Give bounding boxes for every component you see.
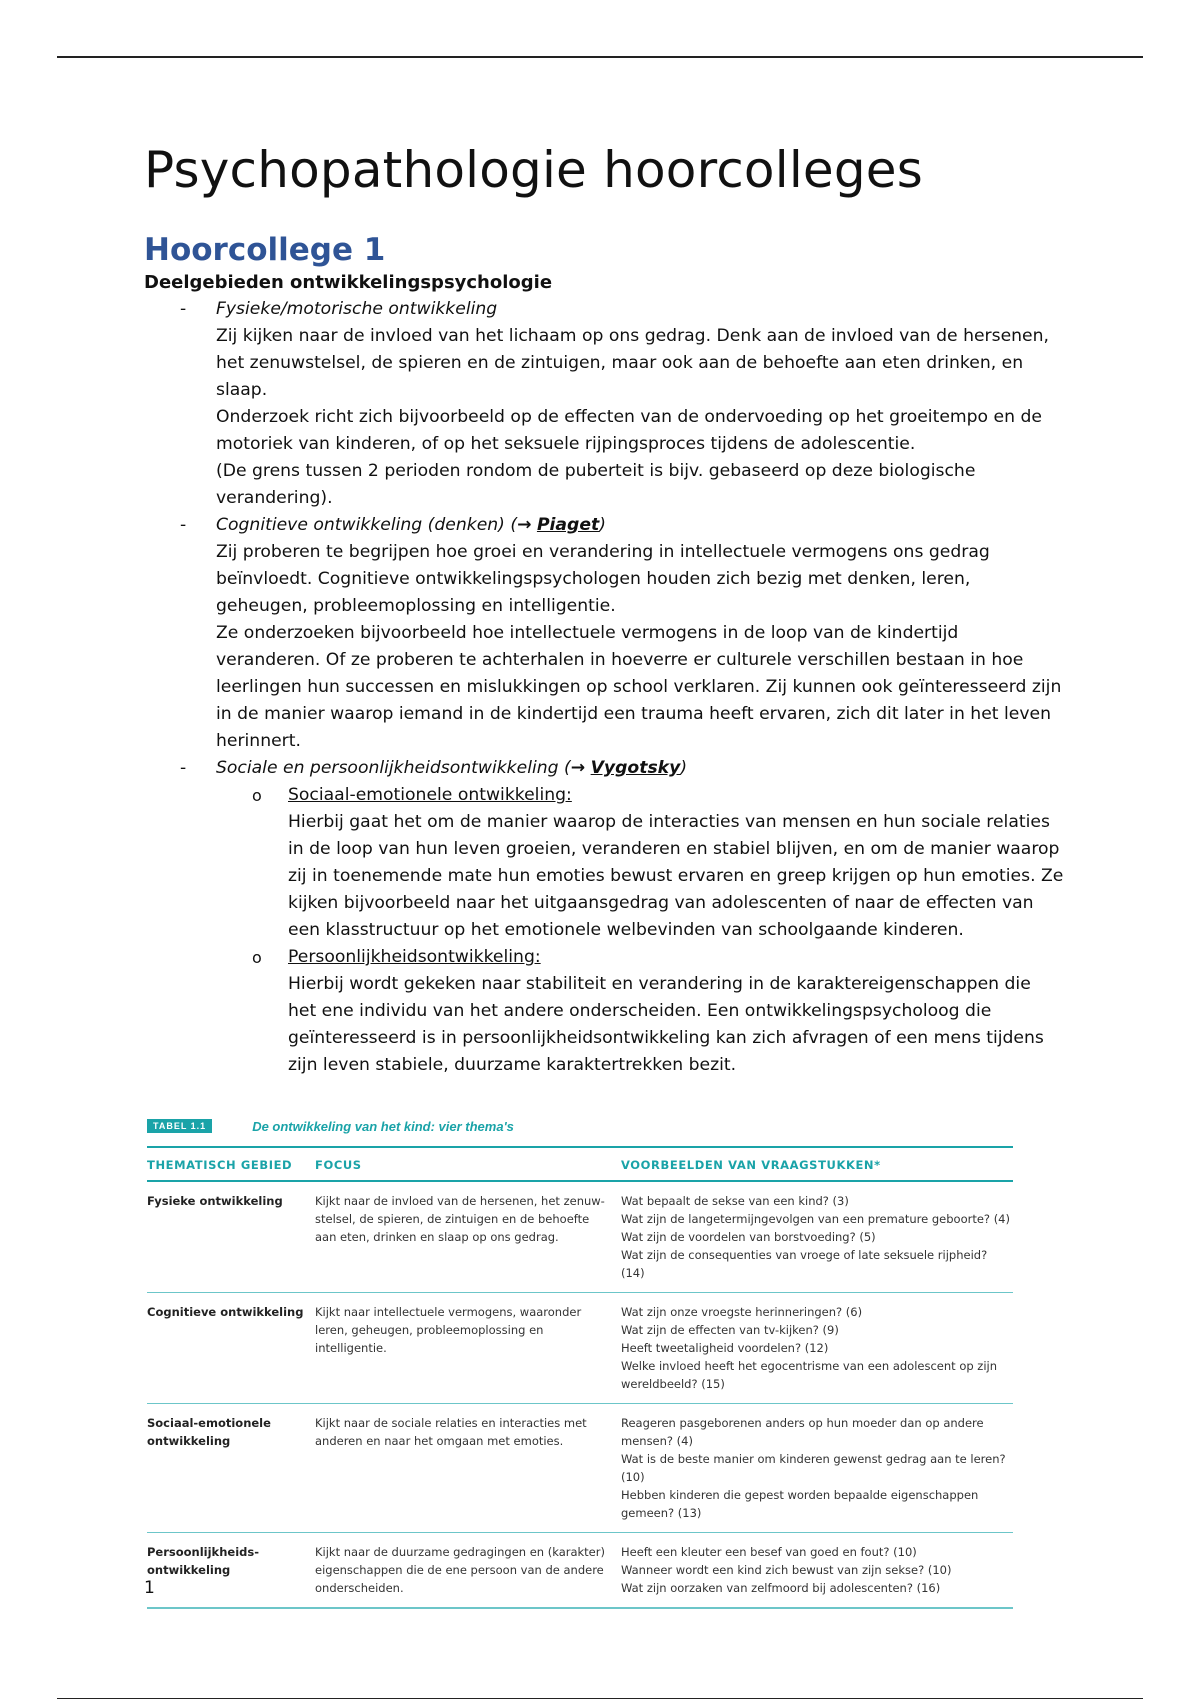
table-header-row: [147, 1148, 1013, 1181]
page-number: 1: [144, 1578, 155, 1598]
themes-table: [147, 1148, 1013, 1609]
cell-area: Fysieke ontwikkeling: [147, 1181, 315, 1293]
example-line: Heeft een kleuter een besef van goed en fout? (10): [621, 1545, 917, 1559]
reference-piaget: Piaget: [536, 515, 600, 535]
arrow-right-icon: →: [570, 758, 586, 778]
heading-hoorcollege-1: Hoorcollege 1: [144, 232, 386, 268]
sub-item-sociaal-emotioneel: [216, 782, 1064, 944]
cell-examples: [621, 1181, 1013, 1293]
section-head: [216, 512, 1064, 539]
dash-bullet: -: [180, 299, 187, 319]
cell-area: Persoonlijkheids-ontwikkeling: [147, 1533, 315, 1609]
example-line: Wat is de beste manier om kinderen gewenst gedrag aan te leren? (10): [621, 1452, 1006, 1484]
document-page: [144, 140, 1064, 1079]
section-head-text: Cognitieve ontwikkeling (denken) (: [216, 515, 518, 535]
reference-vygotsky: Vygotsky: [590, 758, 681, 778]
dash-bullet: -: [180, 515, 187, 535]
table-caption: De ontwikkeling van het kind: vier thema's: [252, 1118, 514, 1134]
example-line: Wat zijn oorzaken van zelfmoord bij adolescenten? (16): [621, 1581, 941, 1595]
example-line: Welke invloed heeft het egocentrisme van een adolescent op zijn wereldbeeld? (15): [621, 1359, 998, 1391]
subheading-deelgebieden: Deelgebieden ontwikkelingspsychologie: [144, 272, 553, 293]
table-badge: TABEL 1.1: [147, 1119, 212, 1133]
cell-focus: Kijkt naar intellectuele vermogens, waaronder leren, geheugen, probleemoplossing en intelligentie.: [315, 1293, 621, 1404]
sub-item-persoonlijkheid: [216, 944, 1064, 1079]
cell-examples: [621, 1533, 1013, 1609]
circle-bullet: o: [252, 786, 262, 805]
column-header: FOCUS: [315, 1148, 621, 1181]
cell-area: Sociaal-emotionele ontwikkeling: [147, 1404, 315, 1533]
section-head-text: Sociale en persoonlijkheidsontwikkeling (: [216, 758, 571, 778]
paragraph: Hierbij gaat het om de manier waarop de interacties van mensen en hun sociale relaties in de loop van hun leven groeien, veranderen en stabiel blijven, en om de manier waarop zij in toenemende mate hun emoties bewust ervaren en greep krijgen op hun emoties. Ze kijken bijvoorbeeld naar het uitgaansgedrag van adolescenten of naar de effecten van een klasstructuur op het emotionele welbevinden van schoolgaande kinderen.: [288, 812, 1064, 940]
example-line: Reageren pasgeborenen anders op hun moeder dan op andere mensen? (4): [621, 1416, 984, 1448]
paragraph: Hierbij wordt gekeken naar stabiliteit en verandering in de karaktereigenschappen die het ene individu van het andere onderscheiden. Een ontwikkelingspsycholoog die geïnteresseerd is in persoonlijkheidsontwikkeling kan zich afvragen of een mens tijdens zijn leven stabiele, duurzame karaktertrekken bezit.: [288, 974, 1044, 1075]
cell-examples: [621, 1404, 1013, 1533]
document-title: Psychopathologie hoorcolleges: [144, 141, 924, 199]
column-header: VOORBEELDEN VAN VRAAGSTUKKEN*: [621, 1148, 1013, 1181]
dash-bullet: -: [180, 758, 187, 778]
paragraph: (De grens tussen 2 perioden rondom de puberteit is bijv. gebaseerd op deze biologische verandering).: [216, 461, 976, 508]
table-row: [147, 1404, 1013, 1533]
arrow-right-icon: →: [517, 515, 532, 535]
example-line: Wat zijn de consequenties van vroege of late seksuele rijpheid? (14): [621, 1248, 988, 1280]
close-paren: ): [680, 758, 688, 778]
cell-examples: [621, 1293, 1013, 1404]
example-line: Wat bepaalt de sekse van een kind? (3): [621, 1194, 849, 1208]
cell-area: Cognitieve ontwikkeling: [147, 1293, 315, 1404]
themes-table-figure: [147, 1116, 1013, 1609]
cell-focus: Kijkt naar de duurzame gedragingen en (karakter) eigenschappen die de ene persoon van de andere onderscheiden.: [315, 1533, 621, 1609]
list-item-fysiek: [144, 296, 1064, 512]
paragraph: Ze onderzoeken bijvoorbeeld hoe intellectuele vermogens in de loop van de kindertijd veranderen. Of ze proberen te achterhalen in hoeverre er culturele verschillen bestaan in hoe leerlingen hun successen en mislukkingen op school verklaren. Zij kunnen ook geïnteresseerd zijn in de manier waarop iemand in de kindertijd een trauma heeft ervaren, zich dit later in het leven herinnert.: [216, 623, 1062, 751]
close-paren: ): [599, 515, 606, 535]
circle-bullet: o: [252, 948, 262, 967]
section-head: Fysieke/motorische ontwikkeling: [216, 299, 498, 319]
table-row: [147, 1181, 1013, 1293]
section-list: [144, 296, 1064, 1079]
example-line: Wanneer wordt een kind zich bewust van zijn sekse? (10): [621, 1563, 952, 1577]
table-label: [147, 1116, 1013, 1136]
example-line: Heeft tweetaligheid voordelen? (12): [621, 1341, 829, 1355]
example-line: Hebben kinderen die gepest worden bepaalde eigenschappen gemeen? (13): [621, 1488, 979, 1520]
cell-focus: Kijkt naar de invloed van de hersenen, het zenuw-stelsel, de spieren, de zintuigen en de behoefte aan eten, drinken en slaap op ons gedrag.: [315, 1181, 621, 1293]
footer-rule: [57, 1698, 1143, 1699]
example-line: Wat zijn de langetermijngevolgen van een premature geboorte? (4): [621, 1212, 1010, 1226]
header-rule: [57, 56, 1143, 58]
list-item-cognitief: [144, 512, 1064, 755]
example-line: Wat zijn de effecten van tv-kijken? (9): [621, 1323, 839, 1337]
example-line: Wat zijn de voordelen van borstvoeding? (5): [621, 1230, 876, 1244]
table-row: [147, 1293, 1013, 1404]
sub-head: Sociaal-emotionele ontwikkeling:: [288, 785, 572, 805]
paragraph: Onderzoek richt zich bijvoorbeeld op de effecten van de ondervoeding op het groeitempo en de motoriek van kinderen, of op het seksuele rijpingsproces tijdens de adolescentie.: [216, 407, 1042, 454]
example-line: Wat zijn onze vroegste herinneringen? (6): [621, 1305, 863, 1319]
paragraph: Zij kijken naar de invloed van het lichaam op ons gedrag. Denk aan de invloed van de hersenen, het zenuwstelsel, de spieren en de zintuigen, maar ook aan de behoefte aan eten drinken, en slaap.: [216, 326, 1049, 400]
table-row: [147, 1533, 1013, 1609]
cell-focus: Kijkt naar de sociale relaties en interacties met anderen en naar het omgaan met emoties.: [315, 1404, 621, 1533]
list-item-sociaal: [144, 755, 1064, 1079]
column-header: THEMATISCH GEBIED: [147, 1148, 315, 1181]
section-head: [216, 755, 1064, 782]
sub-head: Persoonlijkheidsontwikkeling:: [288, 947, 541, 967]
paragraph: Zij proberen te begrijpen hoe groei en verandering in intellectuele vermogens ons gedrag beïnvloedt. Cognitieve ontwikkelingspsychologen houden zich bezig met denken, leren, geheugen, probleemoplossing en intelligentie.: [216, 542, 990, 616]
